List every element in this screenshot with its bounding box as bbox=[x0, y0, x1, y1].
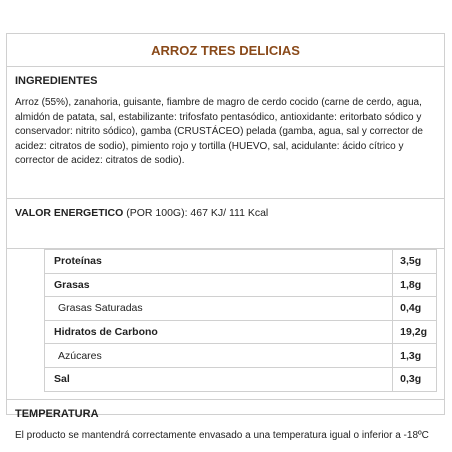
nutrient-value: 0,3g bbox=[393, 367, 437, 391]
product-title: ARROZ TRES DELICIAS bbox=[151, 42, 300, 58]
nutrient-value: 1,3g bbox=[393, 344, 437, 368]
ingredients-text: Arroz (55%), zanahoria, guisante, fiambre de magro de cerdo cocido (carne de cerdo, agua, almidón de patata, sal, estabilizante: trifosfato pentasódico, antioxidante: eritorbato sódico y conservador: nitrito sódico), gamba (CRUSTÁCEO) pelada (gamba, agua, sal y corrector de acidez: citratos de sodio), pimiento rojo y tortilla (HUEVO, sal, acidulante: ácido cítrico y corrector de acidez: citratos de sodio). bbox=[15, 97, 423, 166]
nutrient-value: 3,5g bbox=[393, 250, 437, 274]
table-row bbox=[45, 297, 437, 321]
ingredients-heading: INGREDIENTES bbox=[15, 75, 98, 87]
energy-label: VALOR ENERGETICO bbox=[15, 207, 124, 219]
nutrition-section bbox=[7, 249, 444, 400]
temperature-section bbox=[7, 400, 444, 441]
ingredients-section bbox=[7, 67, 444, 199]
energy-line bbox=[15, 199, 436, 219]
nutrient-value: 1,8g bbox=[393, 273, 437, 297]
nutrient-value: 0,4g bbox=[393, 297, 437, 321]
nutrient-name: Sal bbox=[45, 367, 393, 391]
table-row bbox=[45, 320, 437, 344]
nutrient-name: Azúcares bbox=[45, 344, 393, 368]
title-row bbox=[7, 34, 444, 67]
nutrient-name: Grasas bbox=[45, 273, 393, 297]
temperature-text: El producto se mantendrá correctamente envasado a una temperatura igual o inferior a -18ºC bbox=[15, 430, 429, 441]
nutrient-name: Grasas Saturadas bbox=[45, 297, 393, 321]
nutrition-table bbox=[44, 249, 437, 392]
energy-value: (POR 100G): 467 KJ/ 111 Kcal bbox=[126, 207, 269, 219]
table-row bbox=[45, 344, 437, 368]
nutrient-name: Hidratos de Carbono bbox=[45, 320, 393, 344]
nutrient-value: 19,2g bbox=[393, 320, 437, 344]
table-row bbox=[45, 250, 437, 274]
product-info-sheet bbox=[6, 33, 445, 441]
table-row bbox=[45, 273, 437, 297]
table-row bbox=[45, 367, 437, 391]
energy-section bbox=[7, 199, 444, 249]
nutrient-name: Proteínas bbox=[45, 250, 393, 274]
temperature-heading: TEMPERATURA bbox=[15, 408, 99, 420]
